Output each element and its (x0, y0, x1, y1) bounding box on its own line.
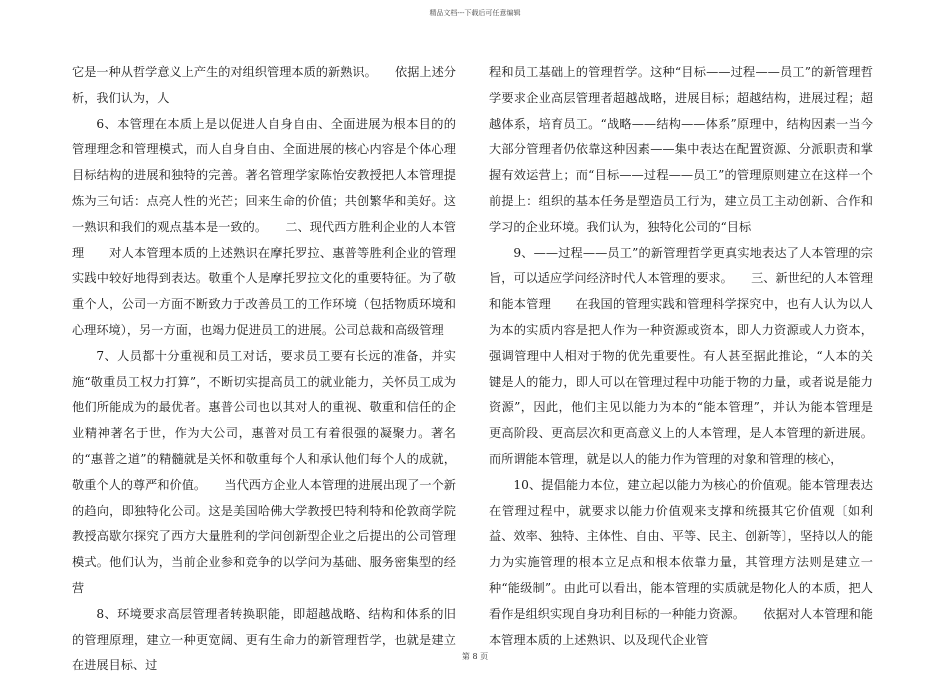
paragraph-7: 7、人员都十分重视和员工对话，要求员工要有长远的准备，并实施“敬重员工权力打算”，不断切实提高员工的就业能力，关怀员工成为他们所能成为的最优者。惠普公司也以其对人的重视、敬重和信任的企业精神著名于世，作为大公司，惠普对员工有着很强的凝聚力。著名的“惠普之道”的精髓就是关怀和敬重每个人和承认他们每个人的成就，敬重个人的尊严和价值。 当代西方企业人本管理的进展出现了一个新的趋向，即独特化公司。这是美国哈佛大学教授巴特利特和伦敦商学院教授高歇尔探究了西方大量胜利的学问创新型企业之后提出的公司管理模式。他们认为，当前企业参和竞争的以学问为基础、服务密集型的经营 (72, 348, 456, 595)
paragraph-9: 9、——过程——员工”的新管理哲学更真实地表达了人本管理的宗旨，可以适应学问经济时代人本管理的要求。 三、新世纪的人本管理和能本管理 在我国的管理实践和管理科学探究中，也有人认为以人为本的实质内容是把人作为一种资源或资本，即人力资源或人力资本，强调管理中人相对于物的优先重要性。有人甚至据此推论，“人本的关键是人的能力，即人可以在管理过程中功能于物的力量，或者说是能力资源”，因此，他们主见以能力为本的“能本管理”，并认为能本管理是更高阶段、更高层次和更高意义上的人本管理，是人本管理的新进展。而所谓能本管理，就是以人的能力作为管理的对象和管理的核心， (489, 245, 873, 466)
left-column (72, 60, 456, 679)
right-column (489, 60, 873, 653)
paragraph-intro: 它是一种从哲学意义上产生的对组织管理本质的新熟识。 依据上述分析，我们认为，人 (72, 65, 456, 105)
paragraph-8: 8、环境要求高层管理者转换职能，即超越战略、结构和体系的旧的管理原理，建立一种更宽阔、更有生命力的新管理哲学，也就是建立在进展目标、过 (72, 606, 456, 673)
paragraph-6: 6、本管理在本质上是以促进人自身自由、全面进展为根本目的的管理理念和管理模式，而人自身自由、全面进展的核心内容是个体心理目标结构的进展和独特的完善。著名管理学家陈怡安教授把人本管理提炼为三句话：点亮人性的光芒；回来生命的价值；共创繁华和美好。这一熟识和我们的观点基本是一致的。 二、现代西方胜利企业的人本管理 对人本管理本质的上述熟识在摩托罗拉、惠普等胜利企业的管理实践中较好地得到表达。敬重个人是摩托罗拉文化的重要特征。为了敬重个人，公司一方面不断致力于改善员工的工作环境（包括物质环境和心理环境），另一方面，也竭力促进员工的进展。公司总裁和高级管理 (72, 116, 456, 337)
paragraph-continuation: 程和员工基础上的管理哲学。这种“目标——过程——员工”的新管理哲学要求企业高层管理者超越战略，进展目标；超越结构，进展过程；超越体系，培育员工。“战略——结构——体系”原理中，结构因素一当今大部分管理者仍依靠这种因素——集中表达在配置资源、分派职责和掌握有效运营上；而“目标——过程——员工”的管理原则建立在这样一个前提上：组织的基本任务是塑造员工行为，建立员工主动创新、合作和学习的企业环境。我们认为，独特化公司的“目标 (489, 65, 873, 234)
page-header: 精品文档---下载后可任意编辑 (429, 9, 521, 17)
paragraph-10: 10、提倡能力本位，建立起以能力为核心的价值观。能本管理表达在管理过程中，就要求以能力价值观来支撑和统摄其它价值观〔如利益、效率、独特、主体性、自由、平等、民主、创新等〕，坚持以人的能力为实施管理的根本立足点和根本依靠力量，其管理方法则是建立一种“能级制”。由此可以看出，能本管理的实质就是物化人的本质，把人看作是组织实现自身功利目标的一种能力资源。 依据对人本管理和能本管理本质的上述熟识、以及现代企业管 (489, 477, 873, 647)
page-number: 第 8 页 (461, 652, 489, 661)
